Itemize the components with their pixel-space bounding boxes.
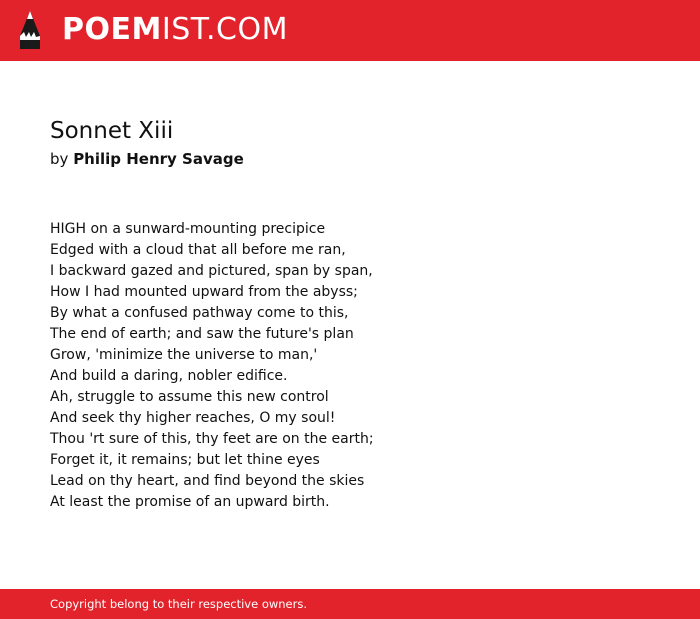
poem-header (50, 114, 650, 170)
site-logo[interactable] (62, 12, 288, 48)
site-header (0, 0, 700, 61)
poem-line: Edged with a cloud that all before me ran, (50, 242, 346, 258)
poem-line: And seek thy higher reaches, O my soul! (50, 410, 336, 426)
poem-line: By what a confused pathway come to this, (50, 305, 349, 321)
poem-body (50, 219, 650, 513)
poem-line: Ah, struggle to assume this new control (50, 389, 329, 405)
poem-line: How I had mounted upward from the abyss; (50, 284, 358, 300)
copyright-notice: Copyright belong to their respective owners. (50, 597, 308, 611)
site-footer (0, 589, 700, 619)
poem-byline (50, 148, 650, 170)
pencil-tip-icon[interactable] (18, 10, 42, 50)
poem-title: Sonnet Xiii (50, 118, 174, 144)
by-label: by (50, 150, 69, 168)
poem-line: I backward gazed and pictured, span by span, (50, 263, 373, 279)
logo-strong-text: POEM (62, 12, 162, 47)
poem-line: The end of earth; and saw the future's plan (50, 326, 354, 342)
poem-line: Thou 'rt sure of this, thy feet are on the earth; (50, 431, 374, 447)
poem-line: And build a daring, nobler edifice. (50, 368, 288, 384)
poem-line: Lead on thy heart, and find beyond the skies (50, 473, 365, 489)
poem-author: Philip Henry Savage (73, 150, 244, 168)
poem-line: At least the promise of an upward birth. (50, 494, 330, 510)
logo-light-text: IST.COM (161, 12, 288, 47)
poem-line: Forget it, it remains; but let thine eyes (50, 452, 320, 468)
poem-line: HIGH on a sunward-mounting precipice (50, 221, 326, 237)
poem-line: Grow, 'minimize the universe to man,' (50, 347, 318, 363)
